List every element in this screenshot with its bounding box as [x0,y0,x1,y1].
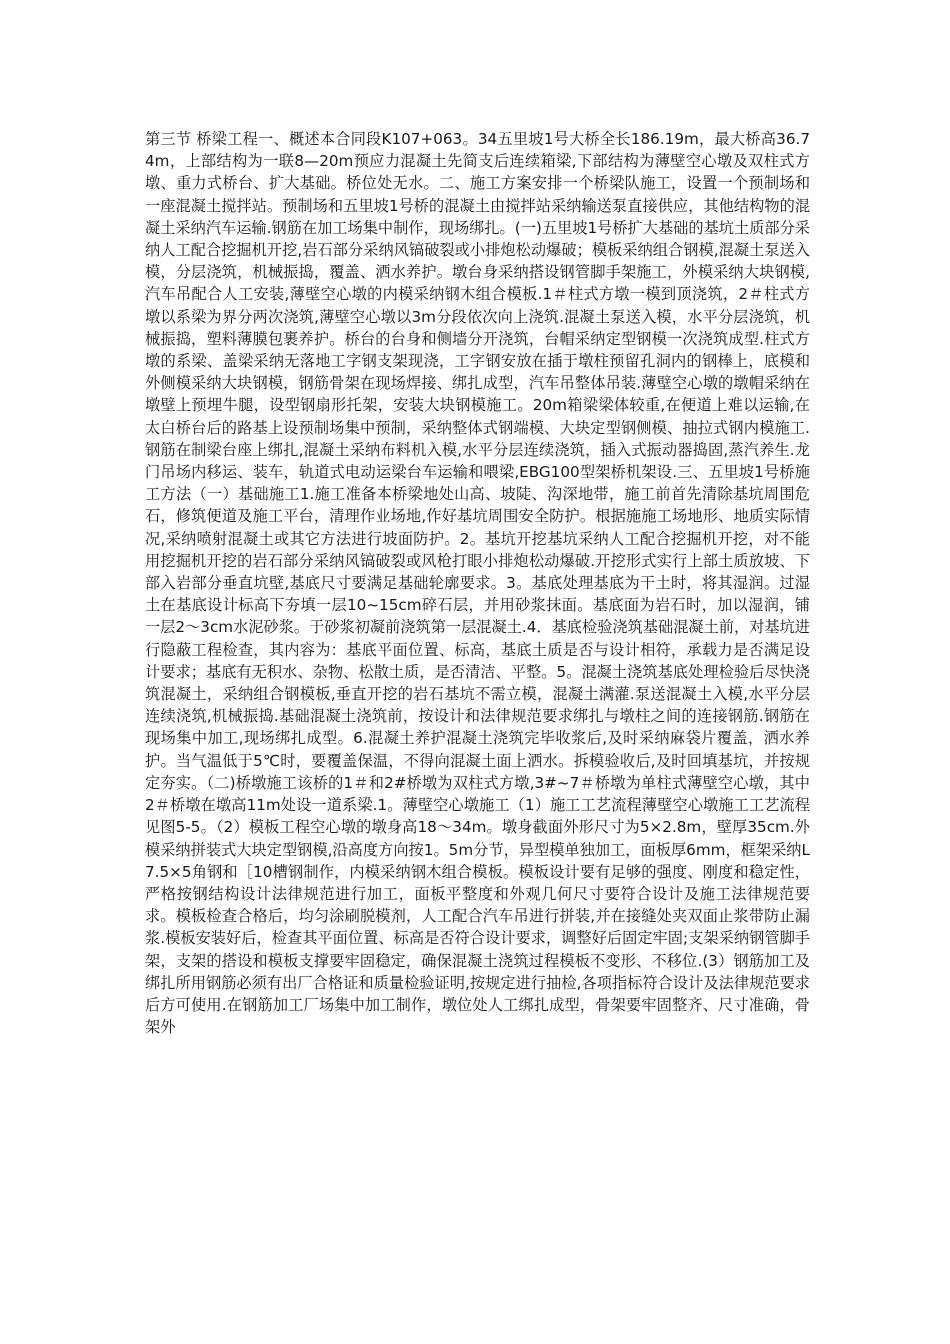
body-text: 第三节 桥梁工程一、概述本合同段K107+063。34五里坡1号大桥全长186.19m，最大桥高36.74m，上部结构为一联8—20m预应力混凝土先简支后连续箱梁,下部结构为薄壁空心墩及双柱式方墩、重力式桥台、扩大基础。桥位处无水。二、施工方案安排一个桥梁队施工，设置一个预制场和一座混凝土搅拌站。预制场和五里坡1号桥的混凝土由搅拌站采纳输送泵直接供应，其他结构物的混凝土采纳汽车运输.钢筋在加工场集中制作，现场绑扎。(一)五里坡1号桥扩大基础的基坑土质部分采纳人工配合挖掘机开挖,岩石部分采纳风镐破裂或小排炮松动爆破；模板采纳组合钢模,混凝土泵送入模，分层浇筑，机械振捣，覆盖、洒水养护。墩台身采纳搭设钢管脚手架施工，外模采纳大块钢模,汽车吊配合人工安装,薄壁空心墩的内模采纳钢木组合模板.1＃柱式方墩一模到顶浇筑，2＃柱式方墩以系梁为界分两次浇筑,薄壁空心墩以3m分段依次向上浇筑.混凝土泵送入模，水平分层浇筑，机械振捣，塑料薄膜包裹养护。桥台的台身和侧墙分开浇筑，台帽采纳定型钢模一次浇筑成型.柱式方墩的系梁、盖梁采纳无落地工字钢支架现浇，工字钢安放在插于墩柱预留孔洞内的钢棒上，底模和外侧模采纳大块钢模，钢筋骨架在现场焊接、绑扎成型，汽车吊整体吊装.薄壁空心墩的墩帽采纳在墩壁上预埋牛腿，设型钢扇形托架，安装大块钢模施工。20m箱梁梁体较重,在便道上难以运输,在太白桥台后的路基上设预制场集中预制，采纳整体式钢端模、大块定型钢侧模、抽拉式钢内模施工.钢筋在制梁台座上绑扎,混凝土采纳布料机入模,水平分层连续浇筑，插入式振动器捣固,蒸汽养生.龙门吊场内移运、装车，轨道式电动运梁台车运输和喂梁,EBG100型架桥机架设.三、五里坡1号桥施工方法（一）基础施工1.施工准备本桥梁地处山高、坡陡、沟深地带，施工前首先清除基坑周围危石，修筑便道及施工平台，清理作业场地,作好基坑周围安全防护。根据施施工场地形、地质实际情况,采纳喷射混凝土或其它方法进行坡面防护。2。基坑开挖基坑采纳人工配合挖掘机开挖，对不能用挖掘机开挖的岩石部分采纳风镐破裂或风枪打眼小排炮松动爆破.开挖形式实行上部土质放坡、下部入岩部分垂直坑壁,基底尺寸要满足基础轮廓要求。3。基底处理基底为干土时，将其湿润。过湿土在基底设计标高下夯填一层10~15cm碎石层，并用砂浆抹面。基底面为岩石时，加以湿润，铺一层2～3cm水泥砂浆。于砂浆初凝前浇筑第一层混凝土.4．基底检验浇筑基础混凝土前，对基坑进行隐蔽工程检查，其内容为：基底平面位置、标高，基底土质是否与设计相符，承载力是否满足设计要求；基底有无积水、杂物、松散土质，是否清洁、平整。5。混凝土浇筑基底处理检验后尽快浇筑混凝土，采纳组合钢模板,垂直开挖的岩石基坑不需立模，混凝土满灌.泵送混凝土入模,水平分层连续浇筑,机械振捣.基础混凝土浇筑前，按设计和法律规范要求绑扎与墩柱之间的连接钢筋.钢筋在现场集中加工,现场绑扎成型。6.混凝土养护混凝土浇筑完毕收浆后,及时采纳麻袋片覆盖，洒水养护。当气温低于5℃时，要覆盖保温，不得向混凝土面上洒水。拆模验收后,及时回填基坑，并按规定夯实。（二)桥墩施工该桥的1＃和2#桥墩为双柱式方墩,3#~7＃桥墩为单柱式薄壁空心墩，其中2＃桥墩在墩高11m处设一道系梁.1。薄壁空心墩施工（1）施工工艺流程薄壁空心墩施工工艺流程见图5-5。（2）模板工程空心墩的墩身高18～34m。墩身截面外形尺寸为5×2.8m，壁厚35cm.外模采纳拼装式大块定型钢模,沿高度方向按1。5m分节，异型模单独加工，面板厚6mm，框架采纳L7.5×5角钢和［10槽钢制作，内模采纳钢木组合模板。模板设计要有足够的强度、刚度和稳定性，严格按钢结构设计法律规范进行加工，面板平整度和外观几何尺寸要符合设计及施工法律规范要求。模板检查合格后，均匀涂刷脱模剂，人工配合汽车吊进行拼装,并在接缝处夹双面止浆带防止漏浆.模板安装好后，检查其平面位置、标高是否符合设计要求，调整好后固定牢固;支架采纳钢管脚手架，支架的搭设和模板支撑要牢固稳定，确保混凝土浇筑过程模板不变形、不移位.(3）钢筋加工及绑扎所用钢筋必须有出厂合格证和质量检验证明,按规定进行抽检,各项指标符合设计及法律规范要求后方可使用.在钢筋加工厂场集中加工制作，墩位处人工绑扎成型，骨架要牢固整齐、尺寸准确，骨架外 [145,130,810,1037]
